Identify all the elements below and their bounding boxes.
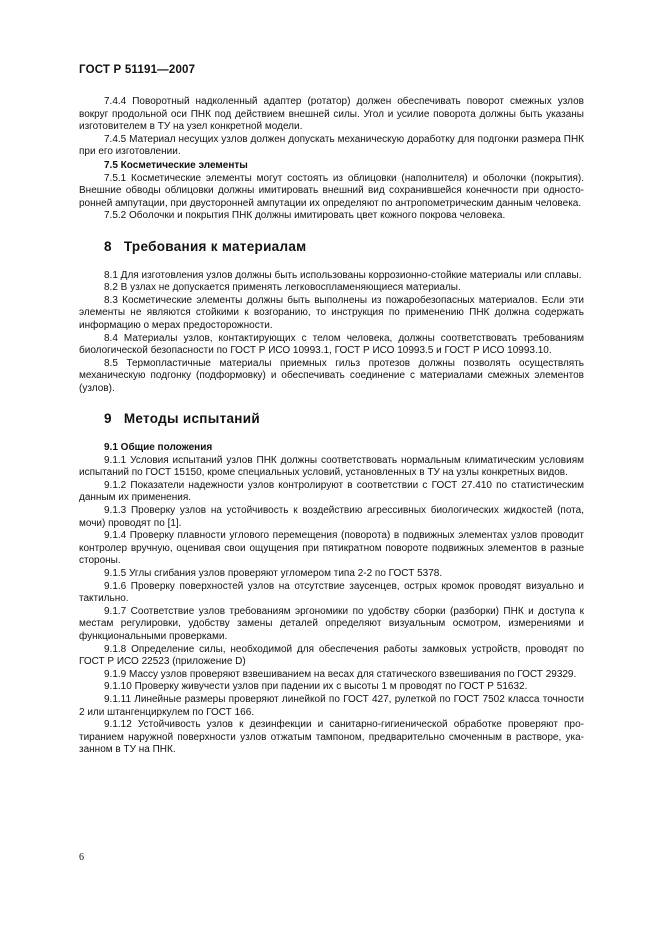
section-number: 9 <box>104 411 112 427</box>
paragraph-7-5-1: 7.5.1 Косметические элементы могут состоять из облицовки (наполнителя) и оболочки (покрытия). Внешние обводы облицовки должны имитировать внешний вид сохранившейся конечности при односторонней ампутации, при двусторонней ампутации их определяют по антропометрическим данным человека. <box>79 172 584 209</box>
paragraph-8-4: 8.4 Материалы узлов, контактирующих с телом человека, должны соответствовать требованиям биологической безопасности по ГОСТ Р ИСО 10993.1, ГОСТ Р ИСО 10993.5 и ГОСТ Р ИСО 10993.10. <box>79 332 584 357</box>
paragraph-7-5-2: 7.5.2 Оболочки и покрытия ПНК должны имитировать цвет кожного покрова человека. <box>104 210 506 222</box>
paragraph-9-1-9: 9.1.9 Массу узлов проверяют взвешиванием на весах для статического взвешивания по ГОСТ 29329. <box>104 668 577 680</box>
paragraph-9-1-2: 9.1.2 Показатели надежности узлов контролируют в соответствии с ГОСТ 27.410 по статистическим данным их применения. <box>79 479 584 504</box>
paragraph-9-1-3: 9.1.3 Проверку узлов на устойчивость к воздействию агрессивных биологических жидкостей (пота, мочи) проводят по [1]. <box>79 505 584 529</box>
paragraph-8-1: 8.1 Для изготовления узлов должны быть использованы коррозионно-стойкие материалы или сплавы. <box>104 269 582 281</box>
running-header: ГОСТ Р 51191—2007 <box>79 64 196 76</box>
section-heading-9 <box>79 413 584 426</box>
page-body <box>79 96 584 757</box>
section-number: 8 <box>104 238 112 254</box>
paragraph-9-1-4: 9.1.4 Проверку плавности углового перемещения (поворота) в подвижных элементах узлов проводит контролер вручную, оценивая свои ощущения при пятикратном повороте подвижных элементов в разные стороны. <box>79 530 584 567</box>
paragraph-8-3: 8.3 Косметические элементы должны быть выполнены из пожаробезопасных материалов. Если эти элементы не являются стойкими к возгоранию, то инструкция по применению ПНК должна содержать информацию о мерах предосторожности. <box>79 294 584 331</box>
section-heading-8 <box>79 238 584 254</box>
paragraph-9-1-11: 9.1.11 Линейные размеры проверяют линейкой по ГОСТ 427, рулеткой по ГОСТ 7502 класса точности 2 или штангенциркулем по ГОСТ 166. <box>79 693 584 718</box>
section-title: Методы испытаний <box>123 411 260 427</box>
paragraph-9-1-5: 9.1.5 Углы сгибания узлов проверяют угломером типа 2-2 по ГОСТ 5378. <box>104 568 443 579</box>
paragraph-9-1-12: 9.1.12 Устойчивость узлов к дезинфекции и санитарно-гигиенической обработке проверяют протиранием наружной поверхности узлов отжатым тампоном, предварительно смоченным в растворе, указанном в ТУ на ПНК. <box>79 719 584 756</box>
paragraph-9-1-8: 9.1.8 Определение силы, необходимой для обеспечения работы замковых устройств, проводят по ГОСТ Р ИСО 22523 (приложение D) <box>79 643 584 668</box>
paragraph-9-1-7: 9.1.7 Соответствие узлов требованиям эргономики по удобству сборки (разборки) ПНК и доступа к местам регулировки, удобству замены деталей определяют визуальным осмотром, измерениями и функциональными проверками. <box>79 605 584 642</box>
paragraph-8-2: 8.2 В узлах не допускается применять легковоспламеняющиеся материалы. <box>104 282 461 294</box>
page-number: 6 <box>79 852 84 863</box>
paragraph-9-1-1: 9.1.1 Условия испытаний узлов ПНК должны соответствовать нормальным климатическим условиям испытаний по ГОСТ 15150, кроме специальных условий, установленных в ТУ на узлы конкретных видов. <box>79 454 584 479</box>
paragraph-9-1-10: 9.1.10 Проверку живучести узлов при падении их с высоты 1 м проводят по ГОСТ Р 51632. <box>104 681 528 693</box>
subsection-heading-7-5: 7.5 Косметические элементы <box>104 159 248 171</box>
paragraph-8-5: 8.5 Термопластичные материалы приемных гильз протезов должны позволять осуществлять механическую подгонку (подформовку) и обеспечивать соединение с материалами смежных элементов (узлов). <box>79 357 584 394</box>
paragraph-9-1-6: 9.1.6 Проверку поверхностей узлов на отсутствие заусенцев, острых кромок проводят визуально и тактильно. <box>79 580 584 605</box>
subsection-heading-9-1: 9.1 Общие положения <box>104 442 213 454</box>
section-title: Требования к материалам <box>123 238 307 254</box>
paragraph-7-4-4: 7.4.4 Поворотный надколенный адаптер (ротатор) должен обеспечивать поворот смежных узлов вокруг продольной оси ПНК под действием внешней силы. Угол и усилие поворота должны быть указаны изготовителем в ТУ на узел конкретной модели. <box>79 96 584 133</box>
paragraph-7-4-5: 7.4.5 Материал несущих узлов должен допускать механическую доработку для подгонки размера ПНК при его изготовлении. <box>79 133 584 158</box>
